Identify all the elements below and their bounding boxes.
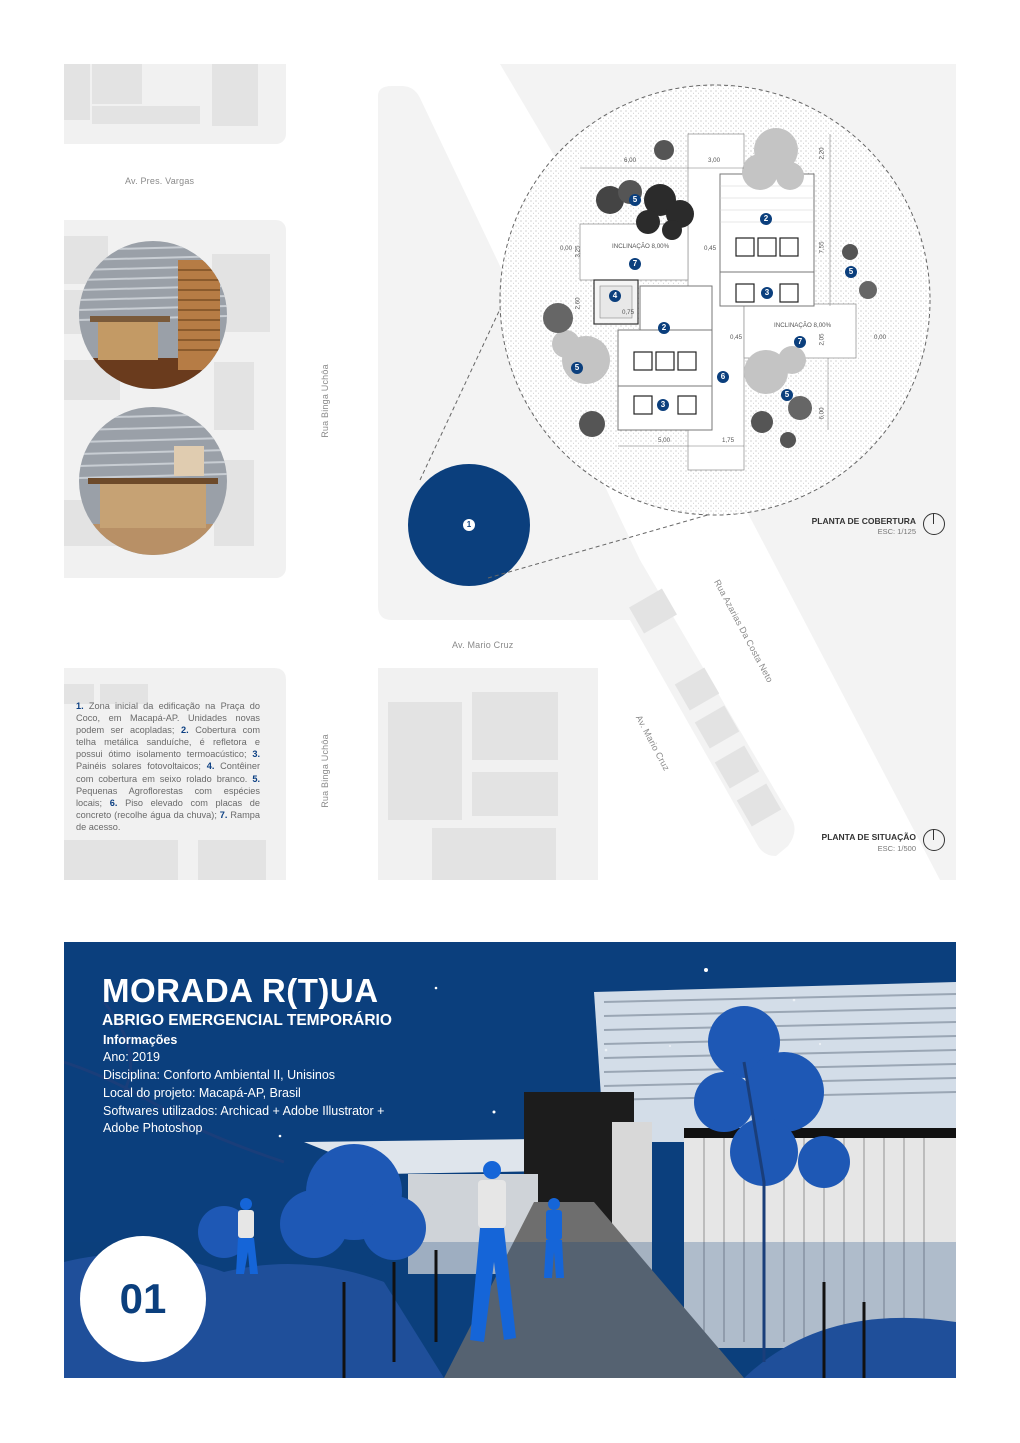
info-line: Disciplina: Conforto Ambiental II, Unisinos <box>103 1068 336 1082</box>
street-label: Av. Mario Cruz <box>452 640 514 650</box>
street-label: Av. Pres. Vargas <box>125 176 195 186</box>
roof-marker: 5 <box>571 362 583 374</box>
roof-dimension: 6,00 <box>624 157 637 164</box>
roof-slope-label: INCLINAÇÃO 8,00% <box>774 322 832 329</box>
roof-marker: 2 <box>760 213 772 225</box>
info-line: Softwares utilizados: Archicad + Adobe Illustrator + <box>103 1104 385 1118</box>
roof-dimension: 3,00 <box>708 157 721 164</box>
roof-marker: 2 <box>658 322 670 334</box>
roof-dimension: 0,00 <box>874 334 887 341</box>
roof-marker: 7 <box>629 258 641 270</box>
info-line: Ano: 2019 <box>103 1050 160 1064</box>
roof-dimension: 3,25 <box>574 245 582 258</box>
site-plan-scale: ESC: 1/500 <box>877 844 916 853</box>
roof-dimension: 6,00 <box>818 407 826 420</box>
north-arrow-icon <box>923 829 945 851</box>
roof-dimension: 0,45 <box>704 245 717 252</box>
roof-marker: 5 <box>845 266 857 278</box>
info-line: Local do projeto: Macapá-AP, Brasil <box>103 1086 301 1100</box>
roof-marker: 3 <box>657 399 669 411</box>
roof-dimension: 7,55 <box>818 241 826 254</box>
roof-dimension: 2,05 <box>818 333 826 346</box>
roof-marker: 4 <box>609 290 621 302</box>
roof-marker: 3 <box>761 287 773 299</box>
street-label: Rua Binga Uchôa <box>319 364 330 438</box>
project-subtitle: ABRIGO EMERGENCIAL TEMPORÁRIO <box>102 1012 392 1029</box>
project-number-badge <box>80 1236 206 1362</box>
roof-dimension: 0,75 <box>622 309 635 316</box>
roof-dimension: 0,00 <box>560 245 573 252</box>
north-arrow-icon <box>923 513 945 535</box>
street-label: Av. Mario Cruz <box>633 713 672 773</box>
info-heading: Informações <box>103 1033 178 1047</box>
info-line: Adobe Photoshop <box>103 1121 203 1135</box>
legend-caption: 1. Zona inicial da edificação na Praça do Coco, em Macapá-AP. Unidades novas podem ser acopladas; 2. Cobertura com telha metálica sanduíche, é refletora e possui ótimo isolamento termoacústico; 3. Painéis solares fotovoltaicos; 4. Contêiner com cobertura em seixo rolado branco. 5. Pequenas Agroflorestas com espécies locais; 6. Piso elevado com placas de concreto (recolhe água da chuva); 7. Rampa de acesso. <box>76 701 261 832</box>
roof-dimension: 5,00 <box>658 437 671 444</box>
street-label: Rua Binga Uchôa <box>319 734 330 808</box>
site-marker-number: 1 <box>463 519 475 531</box>
roof-dimension: 0,45 <box>730 334 743 341</box>
project-number: 01 <box>119 1275 167 1322</box>
roof-slope-label: INCLINAÇÃO 8,00% <box>612 243 670 250</box>
roof-dimension: 2,60 <box>574 297 582 310</box>
roof-marker: 6 <box>717 371 729 383</box>
roof-marker: 7 <box>794 336 806 348</box>
site-plan-title: PLANTA DE SITUAÇÃO <box>821 832 916 842</box>
roof-plan-title: PLANTA DE COBERTURA <box>811 516 916 526</box>
street-label: Rua Azarias Da Costa Neto <box>712 577 775 685</box>
roof-marker: 5 <box>629 194 641 206</box>
roof-dimension: 2,20 <box>818 147 826 160</box>
roof-marker: 5 <box>781 389 793 401</box>
project-title: MORADA R(T)UA <box>102 972 379 1009</box>
roof-dimension: 1,75 <box>722 437 735 444</box>
roof-plan-scale: ESC: 1/125 <box>877 527 916 536</box>
